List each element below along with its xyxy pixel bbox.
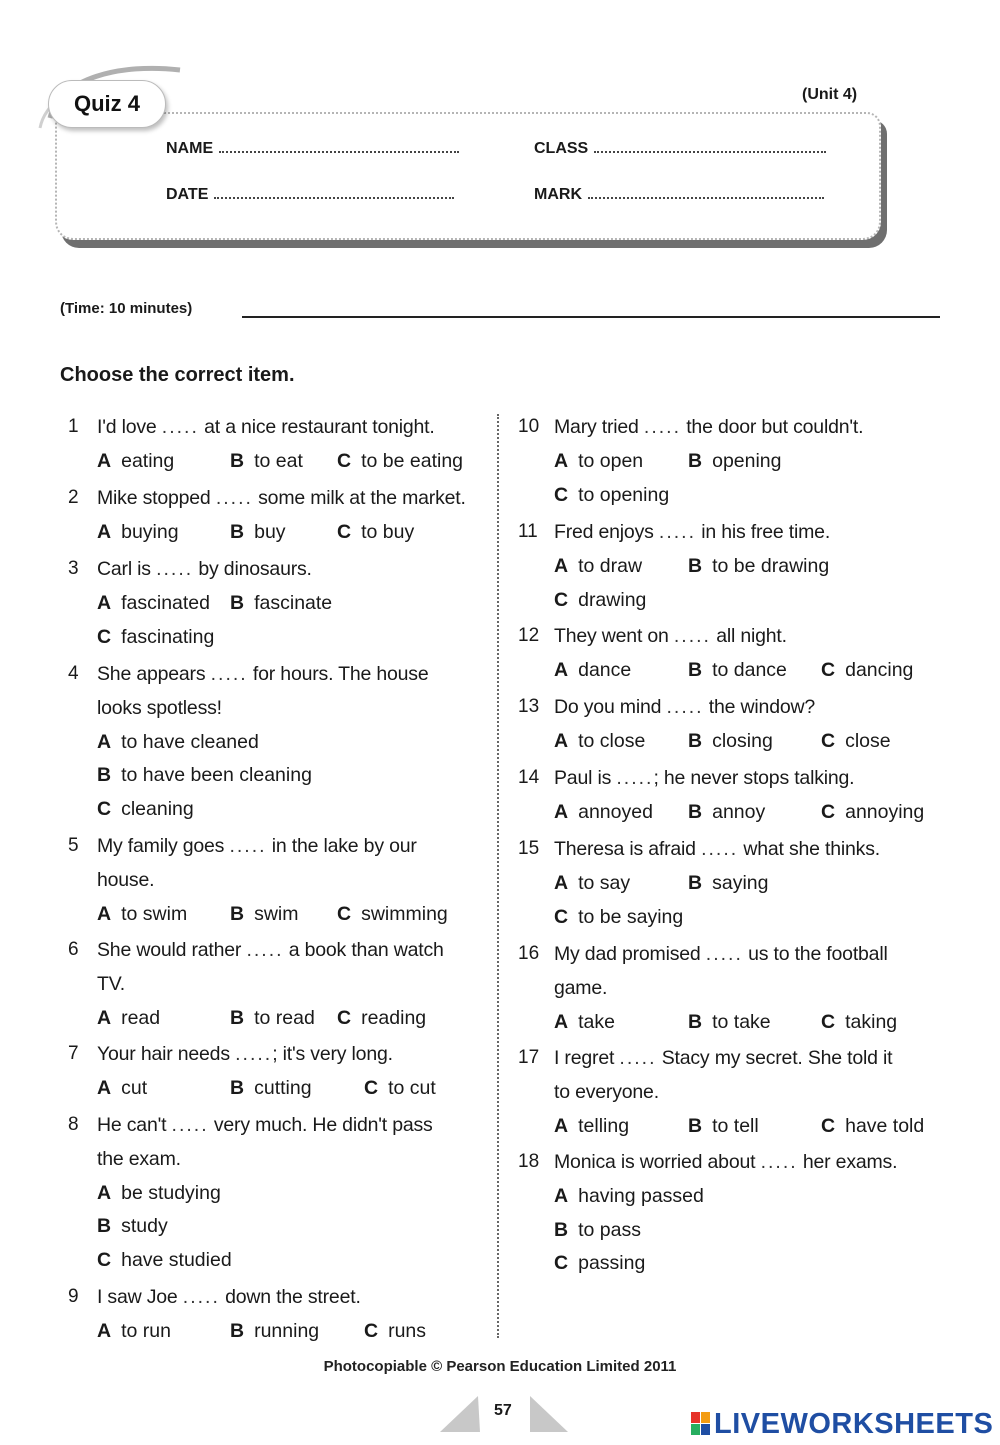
question-stem: I regret ..... Stacy my secret. She told it — [554, 1047, 893, 1069]
time-rule — [242, 316, 940, 318]
answer-option-a[interactable]: A to swim — [97, 902, 188, 925]
question-stem: She appears ..... for hours. The house — [97, 663, 429, 685]
answer-option-b[interactable]: B running — [230, 1319, 320, 1342]
answer-option-c[interactable]: C runs — [364, 1319, 427, 1342]
answer-option-c[interactable]: C have studied — [97, 1249, 232, 1272]
answer-option-b[interactable]: B to be drawing — [688, 554, 830, 577]
answer-gap[interactable]: ..... — [701, 838, 739, 860]
answer-option-b[interactable]: B swim — [230, 902, 299, 925]
answer-gap[interactable]: ..... — [246, 939, 284, 961]
answer-option-a[interactable]: A having passed — [554, 1184, 704, 1207]
quiz-title: Quiz 4 — [48, 80, 166, 128]
answer-option-c[interactable]: C cleaning — [97, 798, 194, 821]
answer-option-a[interactable]: A read — [97, 1006, 161, 1029]
question-stem: My family goes ..... in the lake by our — [97, 835, 417, 857]
answer-option-b[interactable]: B saying — [688, 871, 769, 894]
question-number: 12 — [518, 625, 540, 646]
liveworksheets-watermark: LIVEWORKSHEETS — [714, 1408, 994, 1440]
answer-option-b[interactable]: B annoy — [688, 800, 766, 823]
column-divider — [497, 414, 499, 1338]
answer-gap[interactable]: ..... — [673, 625, 711, 647]
answer-option-b[interactable]: B to pass — [554, 1218, 641, 1241]
answer-option-b[interactable]: B to eat — [230, 449, 303, 472]
answer-option-a[interactable]: A fascinated — [97, 591, 210, 614]
question-stem-continued: game. — [554, 976, 608, 999]
question-stem-continued: looks spotless! — [97, 696, 222, 719]
question-stem: Mike stopped ..... some milk at the market. — [97, 487, 466, 509]
question-number: 17 — [518, 1047, 540, 1068]
answer-gap[interactable]: ..... — [619, 1047, 657, 1069]
question-stem: My dad promised ..... us to the football — [554, 943, 888, 965]
answer-gap[interactable]: ..... — [760, 1151, 798, 1173]
class-field[interactable]: CLASS — [534, 140, 826, 158]
answer-option-a[interactable]: A buying — [97, 520, 179, 543]
answer-option-b[interactable]: B to tell — [688, 1114, 759, 1137]
question-stem-continued: TV. — [97, 972, 125, 995]
question-stem: They went on ..... all night. — [554, 625, 787, 647]
answer-option-c[interactable]: C have told — [821, 1114, 925, 1137]
answer-gap[interactable]: ..... — [171, 1114, 209, 1136]
answer-option-c[interactable]: C fascinating — [97, 625, 215, 648]
question-number: 6 — [68, 939, 79, 960]
answer-option-a[interactable]: A cut — [97, 1076, 148, 1099]
answer-option-a[interactable]: A to close — [554, 729, 646, 752]
answer-gap[interactable]: ..... — [210, 663, 248, 685]
answer-gap[interactable]: ..... — [616, 767, 654, 789]
question-stem: Carl is ..... by dinosaurs. — [97, 558, 312, 580]
page-number: 57 — [494, 1402, 512, 1419]
answer-gap[interactable]: ..... — [643, 416, 681, 438]
question-number: 4 — [68, 663, 79, 684]
answer-option-c[interactable]: C taking — [821, 1010, 898, 1033]
answer-option-c[interactable]: C to buy — [337, 520, 415, 543]
answer-option-a[interactable]: A eating — [97, 449, 175, 472]
question-stem: Monica is worried about ..... her exams. — [554, 1151, 898, 1173]
answer-option-c[interactable]: C to be eating — [337, 449, 464, 472]
answer-option-a[interactable]: A to open — [554, 449, 644, 472]
answer-option-b[interactable]: B to have been cleaning — [97, 764, 312, 787]
question-number: 7 — [68, 1043, 79, 1064]
answer-option-c[interactable]: C reading — [337, 1006, 427, 1029]
question-stem: Your hair needs .....; it's very long. — [97, 1043, 393, 1065]
copyright-footer: Photocopiable © Pearson Education Limited 2011 — [323, 1358, 677, 1375]
time-limit: (Time: 10 minutes) — [60, 300, 193, 317]
answer-gap[interactable]: ..... — [658, 521, 696, 543]
question-number: 10 — [518, 416, 540, 437]
question-stem: Theresa is afraid ..... what she thinks. — [554, 838, 880, 860]
question-number: 11 — [518, 521, 538, 542]
answer-option-c[interactable]: C to cut — [364, 1076, 436, 1099]
answer-option-b[interactable]: B opening — [688, 449, 782, 472]
answer-gap[interactable]: ..... — [161, 416, 199, 438]
question-number: 5 — [68, 835, 79, 856]
answer-option-a[interactable]: A dance — [554, 658, 632, 681]
question-number: 15 — [518, 838, 540, 859]
question-stem: Paul is .....; he never stops talking. — [554, 767, 855, 789]
answer-option-a[interactable]: A annoyed — [554, 800, 653, 823]
question-stem: Do you mind ..... the window? — [554, 696, 816, 718]
answer-option-c[interactable]: C swimming — [337, 902, 448, 925]
answer-option-b[interactable]: B study — [97, 1215, 168, 1238]
answer-option-b[interactable]: B cutting — [230, 1076, 312, 1099]
answer-option-c[interactable]: C drawing — [554, 588, 647, 611]
liveworksheets-icon — [691, 1412, 711, 1436]
answer-option-b[interactable]: B to dance — [688, 658, 787, 681]
answer-option-a[interactable]: A to draw — [554, 554, 643, 577]
answer-gap[interactable]: ..... — [229, 835, 267, 857]
answer-option-c[interactable]: C passing — [554, 1252, 646, 1275]
question-stem-continued: house. — [97, 868, 155, 891]
instruction: Choose the correct item. — [60, 364, 295, 386]
answer-option-c[interactable]: C to opening — [554, 483, 670, 506]
answer-option-a[interactable]: A take — [554, 1010, 615, 1033]
answer-option-a[interactable]: A to have cleaned — [97, 730, 259, 753]
question-number: 3 — [68, 558, 79, 579]
question-stem: Fred enjoys ..... in his free time. — [554, 521, 831, 543]
answer-option-b[interactable]: B to read — [230, 1006, 315, 1029]
answer-option-b[interactable]: B fascinate — [230, 591, 333, 614]
answer-option-c[interactable]: C to be saying — [554, 905, 684, 928]
question-stem-continued: the exam. — [97, 1147, 181, 1170]
name-field[interactable]: NAME — [166, 140, 459, 158]
answer-gap[interactable]: ..... — [705, 943, 743, 965]
question-number: 16 — [518, 943, 540, 964]
date-field[interactable]: DATE — [166, 186, 454, 204]
answer-option-a[interactable]: A telling — [554, 1114, 630, 1137]
question-number: 14 — [518, 767, 540, 788]
student-info-card — [55, 112, 881, 240]
answer-gap[interactable]: ..... — [666, 696, 704, 718]
answer-option-b[interactable]: B buy — [230, 520, 286, 543]
answer-option-c[interactable]: C annoying — [821, 800, 925, 823]
answer-option-b[interactable]: B closing — [688, 729, 773, 752]
answer-gap[interactable]: ..... — [156, 558, 194, 580]
question-stem: Mary tried ..... the door but couldn't. — [554, 416, 864, 438]
question-stem: I saw Joe ..... down the street. — [97, 1286, 361, 1308]
question-number: 1 — [68, 416, 79, 437]
answer-gap[interactable]: ..... — [182, 1286, 220, 1308]
question-number: 9 — [68, 1286, 79, 1307]
question-stem: I'd love ..... at a nice restaurant tonight. — [97, 416, 435, 438]
answer-option-a[interactable]: A to say — [554, 871, 631, 894]
answer-option-c[interactable]: C dancing — [821, 658, 914, 681]
question-stem-continued: to everyone. — [554, 1080, 659, 1103]
question-stem: She would rather ..... a book than watch — [97, 939, 444, 961]
answer-option-c[interactable]: C close — [821, 729, 891, 752]
answer-gap[interactable]: ..... — [215, 487, 253, 509]
mark-field[interactable]: MARK — [534, 186, 824, 204]
question-number: 8 — [68, 1114, 79, 1135]
answer-option-a[interactable]: A to run — [97, 1319, 171, 1342]
answer-option-a[interactable]: A be studying — [97, 1181, 221, 1204]
answer-option-b[interactable]: B to take — [688, 1010, 771, 1033]
answer-gap[interactable]: ..... — [235, 1043, 273, 1065]
question-number: 18 — [518, 1151, 540, 1172]
question-stem: He can't ..... very much. He didn't pass — [97, 1114, 433, 1136]
unit-label: (Unit 4) — [802, 86, 858, 103]
question-number: 2 — [68, 487, 79, 508]
question-number: 13 — [518, 696, 540, 717]
